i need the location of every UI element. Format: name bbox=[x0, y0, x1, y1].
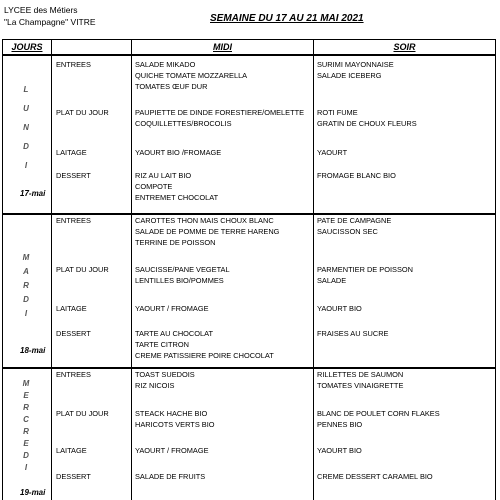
dish-item: SALADE MIKADO bbox=[135, 60, 196, 69]
soir-dishes bbox=[317, 264, 413, 286]
table-header-border bbox=[2, 54, 496, 56]
day-letter: D bbox=[23, 451, 29, 460]
day-letter: R bbox=[23, 403, 29, 412]
day-letter: D bbox=[23, 142, 29, 151]
dish-item: PENNES BIO bbox=[317, 420, 363, 429]
menu-title: SEMAINE DU 17 AU 21 MAI 2021 bbox=[210, 13, 364, 24]
dish-item: FRAISES AU SUCRE bbox=[317, 329, 389, 338]
day-letter: R bbox=[23, 427, 29, 436]
soir-dishes bbox=[317, 215, 391, 237]
dish-item: SALADE bbox=[317, 276, 347, 285]
table-right-border bbox=[495, 39, 496, 500]
soir-dishes bbox=[317, 471, 433, 482]
dish-item: PARMENTIER DE POISSON bbox=[317, 265, 413, 274]
day-letter: R bbox=[23, 281, 29, 290]
school-line-1: LYCEE des Métiers bbox=[4, 5, 78, 15]
dish-item: YAOURT / FROMAGE bbox=[135, 446, 209, 455]
dish-item: TOAST SUEDOIS bbox=[135, 370, 195, 379]
dish-item: YAOURT BIO bbox=[317, 304, 362, 313]
midi-dishes bbox=[135, 264, 230, 286]
column-header-midi: MIDI bbox=[213, 42, 232, 52]
day-date: 19-mai bbox=[20, 488, 46, 497]
dish-item: QUICHE TOMATE MOZZARELLA bbox=[135, 71, 248, 80]
dish-item: COQUILLETTES/BROCOLIS bbox=[135, 119, 232, 128]
course-label: DESSERT bbox=[56, 171, 91, 180]
midi-dishes bbox=[135, 215, 279, 248]
dish-item: ENTREMET CHOCOLAT bbox=[135, 193, 219, 202]
midi-dishes bbox=[135, 445, 209, 456]
dish-item: TARTE AU CHOCOLAT bbox=[135, 329, 214, 338]
column-divider-soir bbox=[313, 39, 314, 500]
day-letter: N bbox=[23, 123, 29, 132]
soir-dishes bbox=[317, 147, 347, 158]
dish-item: YAOURT BIO bbox=[317, 446, 362, 455]
dish-item: BLANC DE POULET CORN FLAKES bbox=[317, 409, 440, 418]
day-letter: M bbox=[22, 379, 30, 388]
day-letter: U bbox=[23, 104, 29, 113]
dish-item: CAROTTES THON MAIS CHOUX BLANC bbox=[135, 216, 274, 225]
dish-item: STEACK HACHE BIO bbox=[135, 409, 208, 418]
dish-item: ROTI FUME bbox=[317, 108, 358, 117]
dish-item: CREME DESSERT CARAMEL BIO bbox=[317, 472, 433, 481]
midi-dishes bbox=[135, 170, 218, 203]
dish-item: YAOURT bbox=[317, 148, 348, 157]
dish-item: TERRINE DE POISSON bbox=[135, 238, 216, 247]
dish-item: PATE DE CAMPAGNE bbox=[317, 216, 392, 225]
course-label: LAITAGE bbox=[56, 446, 87, 455]
dish-item: YAOURT BIO /FROMAGE bbox=[135, 148, 222, 157]
dish-item: RIZ AU LAIT BIO bbox=[135, 171, 192, 180]
day-letter: E bbox=[23, 439, 29, 448]
dish-item: TARTE CITRON bbox=[135, 340, 189, 349]
dish-item: GRATIN DE CHOUX FLEURS bbox=[317, 119, 417, 128]
course-label: ENTREES bbox=[56, 216, 91, 225]
day-letter: I bbox=[24, 463, 28, 472]
dish-item: FROMAGE BLANC BIO bbox=[317, 171, 396, 180]
column-header-soir: SOIR bbox=[393, 42, 416, 52]
day-letter: L bbox=[23, 85, 29, 94]
course-label: PLAT DU JOUR bbox=[56, 265, 109, 274]
day-letter: I bbox=[24, 309, 28, 318]
dish-item: SALADE ICEBERG bbox=[317, 71, 382, 80]
midi-dishes bbox=[135, 471, 205, 482]
course-label: DESSERT bbox=[56, 472, 91, 481]
soir-dishes bbox=[317, 303, 362, 314]
day-date: 17-mai bbox=[20, 189, 46, 198]
dish-item: LENTILLES BIO/POMMES bbox=[135, 276, 224, 285]
dish-item: CREME PATISSIERE POIRE CHOCOLAT bbox=[135, 351, 274, 360]
course-label: DESSERT bbox=[56, 329, 91, 338]
table-left-border bbox=[2, 39, 3, 500]
soir-dishes bbox=[317, 328, 388, 339]
day-letter: E bbox=[23, 391, 29, 400]
day-letter: I bbox=[24, 161, 28, 170]
day-letter: C bbox=[23, 415, 29, 424]
dish-item: RIZ NICOIS bbox=[135, 381, 175, 390]
soir-dishes bbox=[317, 408, 440, 430]
dish-item: SALADE DE POMME DE TERRE HARENG bbox=[135, 227, 280, 236]
day-date: 18-mai bbox=[20, 346, 46, 355]
midi-dishes bbox=[135, 107, 304, 129]
course-label: LAITAGE bbox=[56, 148, 87, 157]
soir-dishes bbox=[317, 107, 417, 129]
midi-dishes bbox=[135, 303, 209, 314]
soir-dishes bbox=[317, 369, 403, 391]
column-divider-midi bbox=[131, 39, 132, 500]
course-label: PLAT DU JOUR bbox=[56, 409, 109, 418]
dish-item: HARICOTS VERTS BIO bbox=[135, 420, 215, 429]
day-letter: A bbox=[23, 267, 29, 276]
dish-item: YAOURT / FROMAGE bbox=[135, 304, 209, 313]
school-line-2: "La Champagne" VITRE bbox=[4, 17, 96, 27]
soir-dishes bbox=[317, 445, 362, 456]
midi-dishes bbox=[135, 369, 195, 391]
soir-dishes bbox=[317, 170, 396, 181]
column-header-jours: JOURS bbox=[11, 42, 43, 52]
midi-dishes bbox=[135, 147, 221, 158]
school-name bbox=[4, 4, 96, 28]
dish-item: COMPOTE bbox=[135, 182, 173, 191]
dish-item: SALADE DE FRUITS bbox=[135, 472, 206, 481]
course-label: LAITAGE bbox=[56, 304, 87, 313]
midi-dishes bbox=[135, 328, 274, 361]
course-label: PLAT DU JOUR bbox=[56, 108, 109, 117]
dish-item: PAUPIETTE DE DINDE FORESTIERE/OMELETTE bbox=[135, 108, 305, 117]
dish-item: SAUCISSON SEC bbox=[317, 227, 378, 236]
course-label: ENTREES bbox=[56, 60, 91, 69]
column-divider-jours bbox=[51, 39, 52, 500]
soir-dishes bbox=[317, 59, 394, 81]
dish-item: SURIMI MAYONNAISE bbox=[317, 60, 394, 69]
day-letter: M bbox=[22, 253, 30, 262]
midi-dishes bbox=[135, 59, 247, 92]
day-letter: D bbox=[23, 295, 29, 304]
dish-item: TOMATES VINAIGRETTE bbox=[317, 381, 404, 390]
dish-item: TOMATES ŒUF DUR bbox=[135, 82, 208, 91]
course-label: ENTREES bbox=[56, 370, 91, 379]
dish-item: RILLETTES DE SAUMON bbox=[317, 370, 404, 379]
dish-item: SAUCISSE/PANE VEGETAL bbox=[135, 265, 230, 274]
midi-dishes bbox=[135, 408, 215, 430]
